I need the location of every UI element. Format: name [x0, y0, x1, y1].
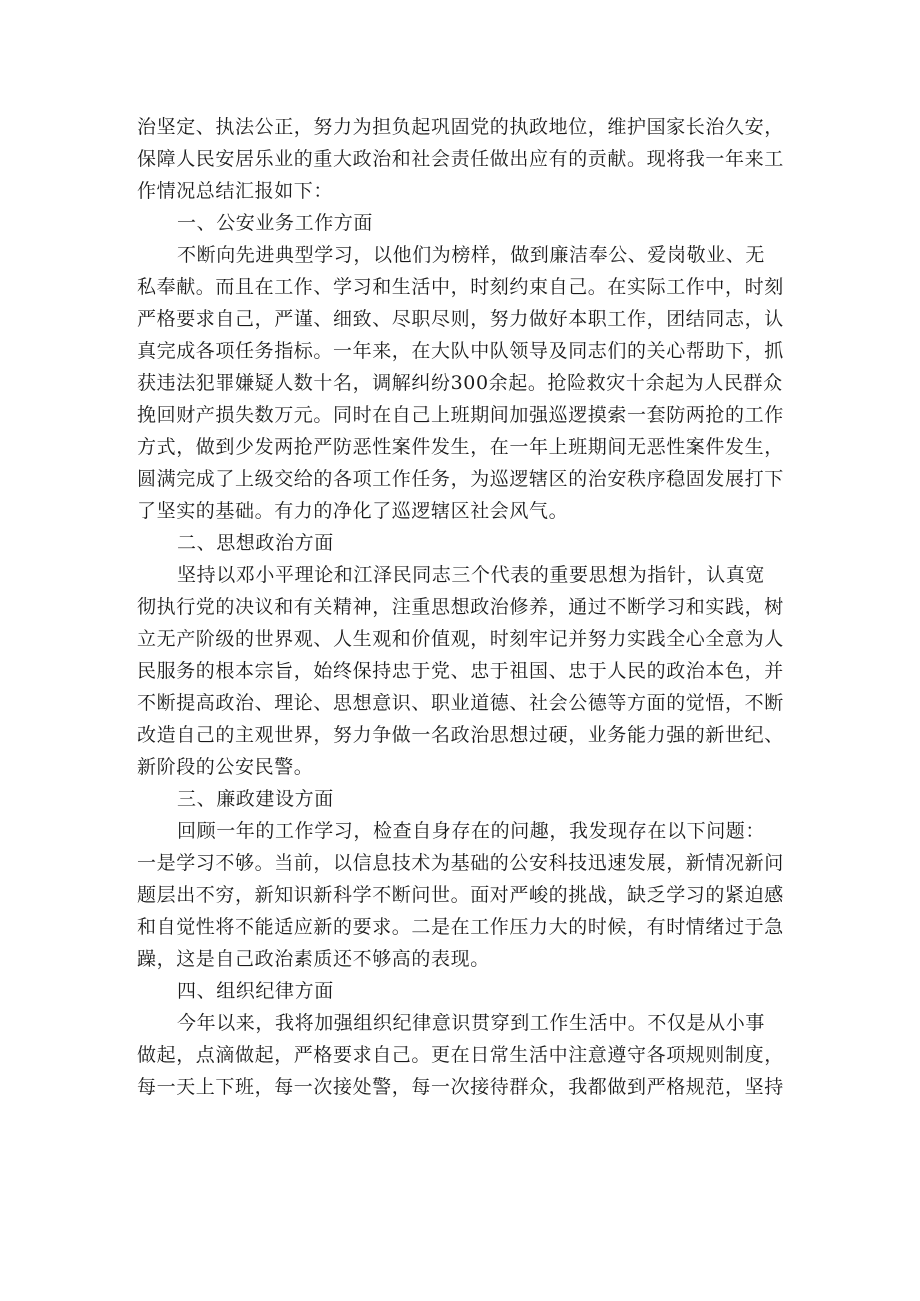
text-line: 改造自己的主观世界，努力争做一名政治思想过硬，业务能力强的新世纪、	[137, 724, 784, 746]
section-heading-4	[137, 975, 793, 1007]
heading-text: 三、廉政建设方面	[177, 788, 334, 810]
text-line: 今年以来，我将加强组织纪律意识贯穿到工作生活中。不仅是从小事	[177, 1012, 766, 1034]
text-line: 回顾一年的工作学习，检查自身存在的问趣，我发现存在以下问题：	[177, 820, 766, 842]
text-line: 彻执行党的决议和有关精神，注重思想政治修养，通过不断学习和实践，树	[137, 596, 784, 618]
text-line: 了坚实的基础。有力的净化了巡逻辖区社会风气。	[137, 500, 569, 522]
text-line: 题层出不穷，新知识新科学不断问世。面对严峻的挑战，缺乏学习的紧迫感	[137, 884, 784, 906]
heading-text: 二、思想政治方面	[177, 532, 334, 554]
section-heading-3	[137, 783, 793, 815]
section-heading-2	[137, 527, 793, 559]
intro-paragraph	[137, 111, 793, 207]
text-line: 私奉献。而且在工作、学习和生活中，时刻约束自己。在实际工作中，时刻	[137, 276, 784, 298]
text-line: 做起，点滴做起，严格要求自己。更在日常生活中注意遵守各项规则制度，	[137, 1044, 784, 1066]
text-line: 躁，这是自己政治素质还不够高的表现。	[137, 948, 490, 970]
text-line: 作情况总结汇报如下：	[137, 180, 334, 202]
section-paragraph-2	[137, 559, 793, 783]
text-line: 每一天上下班，每一次接处警，每一次接待群众，我都做到严格规范，坚持	[137, 1076, 784, 1098]
text-line: 严格要求自己，严谨、细致、尽职尽则，努力做好本职工作，团结同志，认	[137, 308, 784, 330]
heading-text: 一、公安业务工作方面	[177, 212, 374, 234]
text-line: 新阶段的公安民警。	[137, 756, 314, 778]
text-line: 圆满完成了上级交给的各项工作任务，为巡逻辖区的治安秩序稳固发展打下	[137, 468, 784, 490]
text-line: 一是学习不够。当前，以信息技术为基础的公安科技迅速发展，新情况新问	[137, 852, 784, 874]
text-line: 方式，做到少发两抢严防恶性案件发生，在一年上班期间无恶性案件发生，	[137, 436, 784, 458]
text-line: 立无产阶级的世界观、人生观和价值观，时刻牢记并努力实践全心全意为人	[137, 628, 784, 650]
text-line: 获违法犯罪嫌疑人数十名，调解纠纷300余起。抢险救灾十余起为人民群众	[137, 372, 783, 394]
text-line: 真完成各项任务指标。一年来，在大队中队领导及同志们的关心帮助下，抓	[137, 340, 784, 362]
section-paragraph-3	[137, 815, 793, 975]
text-line: 民服务的根本宗旨，始终保持忠于党、忠于祖国、忠于人民的政治本色，并	[137, 660, 784, 682]
text-line: 和自觉性将不能适应新的要求。二是在工作压力大的时候，有时情绪过于急	[137, 916, 784, 938]
section-paragraph-1	[137, 239, 793, 527]
text-line: 不断向先进典型学习，以他们为榜样，做到廉洁奉公、爱岗敬业、无	[177, 244, 766, 266]
section-paragraph-4	[137, 1007, 793, 1103]
text-line: 保障人民安居乐业的重大政治和社会责任做出应有的贡献。现将我一年来工	[137, 148, 784, 170]
heading-text: 四、组织纪律方面	[177, 980, 334, 1002]
text-line: 坚持以邓小平理论和江泽民同志三个代表的重要思想为指针，认真宽	[177, 564, 766, 586]
text-line: 治坚定、执法公正，努力为担负起巩固党的执政地位，维护国家长治久安，	[137, 116, 784, 138]
text-line: 挽回财产损失数万元。同时在自己上班期间加强巡逻摸索一套防两抢的工作	[137, 404, 784, 426]
text-line: 不断提高政治、理论、思想意识、职业道德、社会公德等方面的觉悟，不断	[137, 692, 784, 714]
section-heading-1	[137, 207, 793, 239]
document-body	[137, 111, 793, 1103]
